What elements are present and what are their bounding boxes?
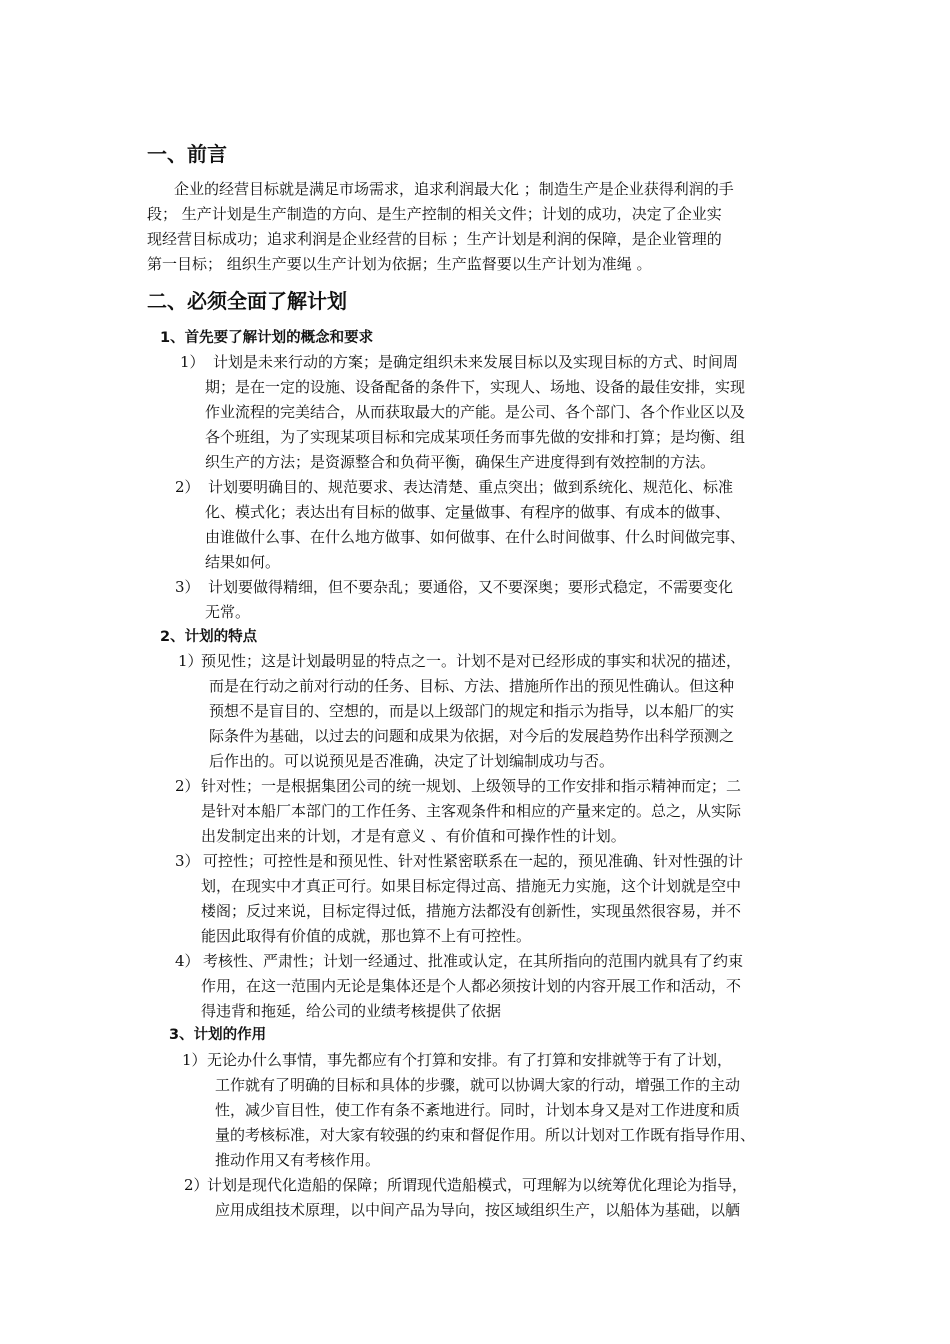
list-line: 作业流程的完美结合，从而获取最大的产能。是公司、各个部门、各个作业区以及 [205, 403, 746, 421]
list-line: 预想不是盲目的、空想的，而是以上级部门的规定和指示为指导，以本船厂的实 [209, 702, 735, 720]
paragraph-line: 企业的经营目标就是满足市场需求，追求利润最大化 ；制造生产是企业获得利润的手 [174, 180, 734, 198]
section-title-preface: 一、前言 [147, 142, 227, 166]
list-line: 应用成组技术原理，以中间产品为导向，按区域组织生产，以船体为基础，以舾 [215, 1201, 741, 1219]
list-line: 能因此取得有价值的成就，那也算不上有可控性。 [201, 927, 532, 945]
paragraph-line: 段； 生产计划是生产制造的方向、是生产控制的相关文件；计划的成功，决定了企业实 [147, 205, 722, 223]
subsection-title: 3、计划的作用 [169, 1027, 267, 1043]
list-line: 针对性；一是根据集团公司的统一规划、上级领导的工作安排和指示精神而定；二 [201, 777, 742, 795]
list-line: 计划要做得精细，但不要杂乱；要通俗，又不要深奥；要形式稳定，不需要变化 [208, 578, 734, 596]
list-line: 推动作用又有考核作用。 [215, 1151, 381, 1169]
list-line: 可控性；可控性是和预见性、针对性紧密联系在一起的，预见准确、针对性强的计 [203, 852, 744, 870]
list-line: 无论办什么事情，事先都应有个打算和安排。有了打算和安排就等于有了计划， [207, 1051, 733, 1069]
paragraph-line: 现经营目标成功；追求利润是企业经营的目标 ；生产计划是利润的保障，是企业管理的 [147, 230, 722, 248]
list-line: 各个班组，为了实现某项目标和完成某项任务而事先做的安排和打算；是均衡、组 [205, 428, 746, 446]
list-marker: 1） [178, 652, 203, 670]
paragraph-line: 第一目标； 组织生产要以生产计划为依据；生产监督要以生产计划为准绳 。 [147, 255, 652, 273]
list-marker: 1） [180, 353, 205, 371]
list-line: 化、模式化；表达出有目标的做事、定量做事、有程序的做事、有成本的做事、 [205, 503, 731, 521]
list-line: 际条件为基础，以过去的问题和成果为依据，对今后的发展趋势作出科学预测之 [209, 727, 735, 745]
list-marker: 2） [175, 478, 200, 496]
list-marker: 4） [175, 952, 200, 970]
list-line: 无常。 [205, 603, 251, 621]
list-marker: 1） [182, 1051, 207, 1069]
list-line: 作用，在这一范围内无论是集体还是个人都必须按计划的内容开展工作和活动，不 [201, 977, 742, 995]
list-line: 而是在行动之前对行动的任务、目标、方法、措施所作出的预见性确认。但这种 [209, 677, 735, 695]
list-line: 性，减少盲目性，使工作有条不紊地进行。同时，计划本身又是对工作进度和质 [215, 1101, 741, 1119]
list-line: 后作出的。可以说预见是否准确，决定了计划编制成功与否。 [209, 752, 615, 770]
list-line: 结果如何。 [205, 553, 281, 571]
list-line: 计划是未来行动的方案；是确定组织未来发展目标以及实现目标的方式、时间周 [213, 353, 739, 371]
list-line: 织生产的方法；是资源整合和负荷平衡，确保生产进度得到有效控制的方法。 [205, 453, 716, 471]
list-line: 量的考核标准，对大家有较强的约束和督促作用。所以计划对工作既有指导作用、 [215, 1126, 756, 1144]
list-marker: 3） [175, 852, 200, 870]
list-line: 期；是在一定的设施、设备配备的条件下，实现人、场地、设备的最佳安排，实现 [205, 378, 746, 396]
list-line: 预见性；这是计划最明显的特点之一。计划不是对已经形成的事实和状况的描述， [201, 652, 742, 670]
list-line: 是针对本船厂本部门的工作任务、主客观条件和相应的产量来定的。总之，从实际 [201, 802, 742, 820]
list-marker: 2） [184, 1176, 209, 1194]
list-line: 划，在现实中才真正可行。如果目标定得过高、措施无力实施，这个计划就是空中 [201, 877, 742, 895]
list-line: 楼阁；反过来说，目标定得过低，措施方法都没有创新性，实现虽然很容易，并不 [201, 902, 742, 920]
list-line: 计划要明确目的、规范要求、表达清楚、重点突出；做到系统化、规范化、标准 [208, 478, 734, 496]
list-line: 出发制定出来的计划，才是有意义 、有价值和可操作性的计划。 [201, 827, 626, 845]
list-line: 由谁做什么事、在什么地方做事、如何做事、在什么时间做事、什么时间做完事、 [205, 528, 746, 546]
list-line: 计划是现代化造船的保障；所谓现代造船模式，可理解为以统筹优化理论为指导， [207, 1176, 748, 1194]
list-marker: 2） [175, 777, 200, 795]
list-line: 工作就有了明确的目标和具体的步骤，就可以协调大家的行动，增强工作的主动 [215, 1076, 741, 1094]
section-title-understand-plan: 二、必须全面了解计划 [147, 289, 347, 313]
subsection-title: 2、计划的特点 [160, 629, 258, 645]
list-line: 考核性、严肃性；计划一经通过、批准或认定，在其所指向的范围内就具有了约束 [203, 952, 744, 970]
subsection-title: 1、首先要了解计划的概念和要求 [160, 330, 374, 346]
list-line: 得违背和拖延，给公司的业绩考核提供了依据 [201, 1002, 502, 1020]
list-marker: 3） [175, 578, 200, 596]
